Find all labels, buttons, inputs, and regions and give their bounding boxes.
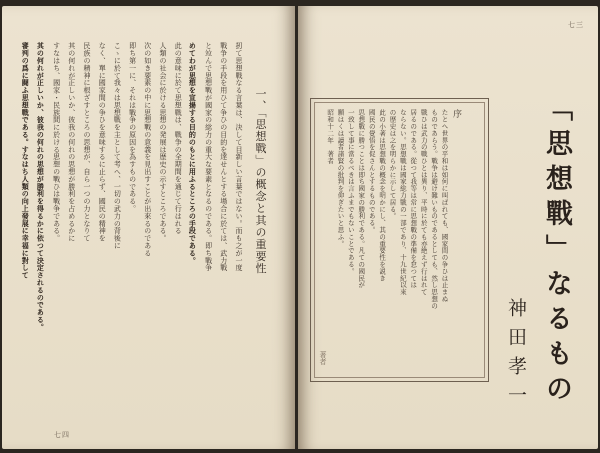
preface-line: 願はくは讀者諸賢の批判を仰ぎたいと思ふ。	[336, 109, 345, 247]
preface-line: ものであらう。戰争は避け難いものであるとしても、然し思想の	[430, 109, 439, 310]
preface-line: 思想戰に勝つことは即ち國家の勝利である。凡ての國民が	[357, 109, 366, 289]
preface-line: の歴史は之を明らかに示して居る。	[388, 109, 397, 220]
preface-line: 居るのである。從つて我等は常に思想戰の準備を怠つては	[409, 109, 418, 289]
body-line: 審判の爲に闘ふ思想戰である。すなはち人類の向上發展に幸福に對して	[21, 42, 31, 279]
preface-label: 序	[451, 109, 461, 118]
preface-line: 此の小著は思想戰の概念を明かにし、其の重要性を説き	[378, 109, 387, 282]
left-page-number: 七四	[54, 431, 70, 439]
body-line: こゝに於て我々は思想戰を主として考へ、一切の武力の背後に	[113, 42, 122, 250]
body-line: 其の何れが正しいか、彼我の何れの思想が勝利を得るかに依つて決定されるのである。	[36, 42, 46, 331]
body-line: 即ち第一に、それは戰争の原因を為すものである。	[128, 42, 137, 213]
body-line: なく、單に國家間の争ひを意味するに止らず、國民の精神を	[98, 42, 107, 242]
chapter-title: 「思想戰」なるもの	[541, 94, 572, 409]
body-line: 民族の精神に根ざすところの思想が、自ら一つの力となりて	[83, 42, 91, 242]
right-page	[298, 6, 598, 449]
preface-line: 國民の覺悟を促さんとするものである。	[367, 109, 376, 234]
body-line: 扨て思想戰なる言葉は、決して目新しい言葉ではない。而も之が一度	[235, 42, 243, 272]
preface-line: 一致して事に當るべきは言ふまでもないことである。	[346, 109, 355, 275]
body-line: と竝んで思想戰が國家の総力の重大な要素となるのである。即ち戰争	[204, 42, 213, 272]
preface-box	[310, 98, 489, 382]
body-line: すなはち、國家・民族間に於ける思想の戰ひは戰争である。	[52, 42, 61, 242]
preface-line: 昭和十二年 著者	[326, 109, 335, 165]
body-line: 次の如き要素の中に思想戰の意義を見出すことが出來るのである	[143, 42, 152, 257]
body-line: 此の意味に於て思想戰は、戰争の全期間を通じて行はれる	[174, 42, 183, 235]
left-page	[2, 6, 295, 449]
body-line: 其の何れが正しいか、彼我の何れの思想が勝利を占めるかに	[67, 42, 76, 242]
preface-line: ならない。思想戰は國家総力戰の一部であり、十九世紀以來	[398, 109, 407, 296]
section-heading: 一、「思想戰」の概念と其の重要性	[254, 88, 267, 275]
right-page-number: 七三	[568, 21, 584, 29]
author-stamp: 著者	[319, 351, 327, 365]
preface-line: たとへ世界の平和は如何に叫ばれても、國家間の争ひは止まぬ	[440, 109, 449, 303]
body-line: めてわが思想を宣揚する目的のもとに用ふるところの手段である。	[188, 42, 198, 264]
preface-line: 戰ひは武力の戰ひとは異り、平時に於ても亦絶えず行はれて	[419, 109, 428, 296]
body-line: 人類の社会に於ける思想の発展は歴史の示すところである。	[159, 42, 167, 242]
author-name: 神田孝一	[505, 298, 527, 414]
body-line: 戰争の手段を用ひて争ひの目的を達せんとする場合に於ては、武力戰	[219, 42, 228, 272]
